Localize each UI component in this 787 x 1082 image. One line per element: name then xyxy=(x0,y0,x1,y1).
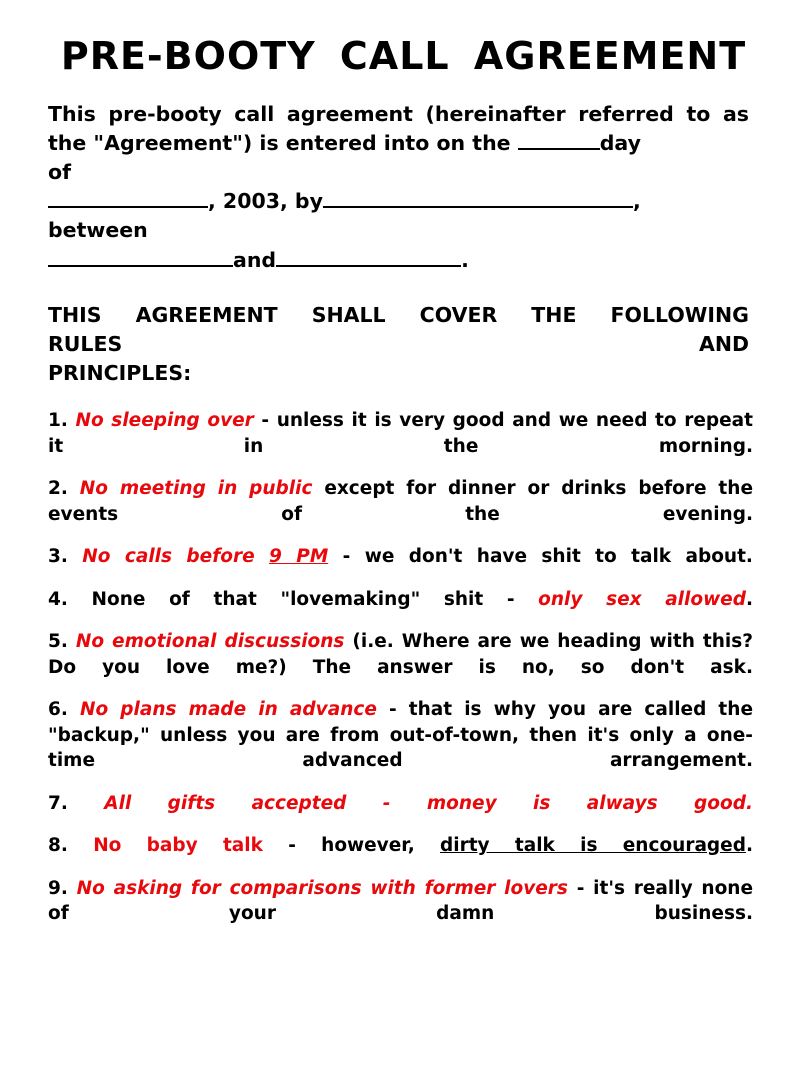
rule-highlight: No meeting in public xyxy=(79,478,313,500)
intro-year: , 2003, by xyxy=(208,189,323,214)
section-heading xyxy=(48,301,749,388)
list-item xyxy=(48,629,753,680)
section-heading-line1: THIS AGREEMENT SHALL COVER THE FOLLOWING xyxy=(48,302,749,327)
rule-highlight: No sleeping over xyxy=(75,409,254,431)
rule-number: 2. xyxy=(48,478,68,500)
rule-text: - we don't have shit to talk about. xyxy=(328,546,753,568)
rule-text: - that is why you are called the "backup," unless you are from out-of-town, then it's only a one-time advanced arrangement. xyxy=(48,699,753,772)
rule-text: - it's really none of your damn business. xyxy=(48,877,754,925)
intro-period: . xyxy=(461,247,469,272)
page-title: PRE-BOOTY CALL AGREEMENT xyxy=(60,34,747,78)
rule-number: 5. xyxy=(48,631,68,653)
rule-text: - unless it is very good and we need to repeat it in the morning. xyxy=(48,409,753,457)
intro-paragraph xyxy=(48,100,749,275)
rule-text: except for dinner or drinks before the events of the evening. xyxy=(48,478,753,525)
list-item xyxy=(48,408,753,459)
rule-highlight: No baby talk xyxy=(93,835,263,857)
section-heading-line3: PRINCIPLES: xyxy=(48,360,192,385)
section-heading-line2 xyxy=(48,330,749,359)
rule-lead: None of that "lovemaking" shit - xyxy=(67,588,539,610)
rule-text: . xyxy=(745,835,753,857)
list-item xyxy=(48,476,753,527)
rule-highlight: All gifts accepted - money is always good. xyxy=(104,792,753,814)
list-item xyxy=(48,791,753,817)
rule-number: 1. xyxy=(48,409,68,431)
rule-text: . xyxy=(745,588,753,610)
list-item xyxy=(48,544,753,570)
rule-text: (i.e. Where are we heading with this? Do you love me?) The answer is no, so don't ask. xyxy=(48,631,753,678)
rule-mid: - however, xyxy=(262,835,440,857)
rule-underlined: dirty talk is encouraged xyxy=(440,835,746,857)
blank-line-party-a[interactable] xyxy=(323,206,633,208)
intro-line-1 xyxy=(48,100,749,158)
rule-number: 3. xyxy=(48,546,68,568)
rule-highlight: No calls before xyxy=(82,546,270,568)
list-item xyxy=(48,833,753,859)
intro-between-word: between xyxy=(48,218,148,243)
section-heading-rules: RULES xyxy=(48,331,123,356)
intro-text-part1: This pre-booty call agreement (hereinafter referred to as the "Agreement") is entered into on the xyxy=(48,102,749,156)
rule-highlight: No asking for comparisons with former lovers xyxy=(76,877,568,899)
list-item xyxy=(48,587,753,613)
blank-line-party-b[interactable] xyxy=(48,265,233,267)
list-item xyxy=(48,876,753,927)
rule-number: 6. xyxy=(48,699,68,721)
rule-highlight: No plans made in advance xyxy=(80,699,377,721)
rule-highlight: No emotional discussions xyxy=(75,631,345,653)
rule-number: 7. xyxy=(48,792,68,814)
intro-line-5 xyxy=(48,246,749,275)
rule-number: 8. xyxy=(48,835,68,857)
rule-number: 4. xyxy=(48,588,68,610)
rule-highlight: only sex allowed xyxy=(538,588,746,610)
rules-list xyxy=(48,408,759,927)
intro-line-2 xyxy=(48,158,749,187)
intro-line-3: , 2003, by , xyxy=(48,187,749,216)
intro-of-word: of xyxy=(48,160,72,185)
intro-and-word: and xyxy=(233,247,277,272)
blank-line-date[interactable] xyxy=(518,148,600,150)
rule-number: 9. xyxy=(48,877,68,899)
intro-day-word: day xyxy=(599,131,641,156)
rule-highlight-underlined: 9 PM xyxy=(269,546,329,568)
blank-line-month[interactable] xyxy=(48,206,208,208)
intro-line-4 xyxy=(48,216,749,245)
list-item xyxy=(48,697,753,774)
section-heading-and: AND xyxy=(698,331,749,356)
blank-line-party-c[interactable] xyxy=(276,265,461,267)
